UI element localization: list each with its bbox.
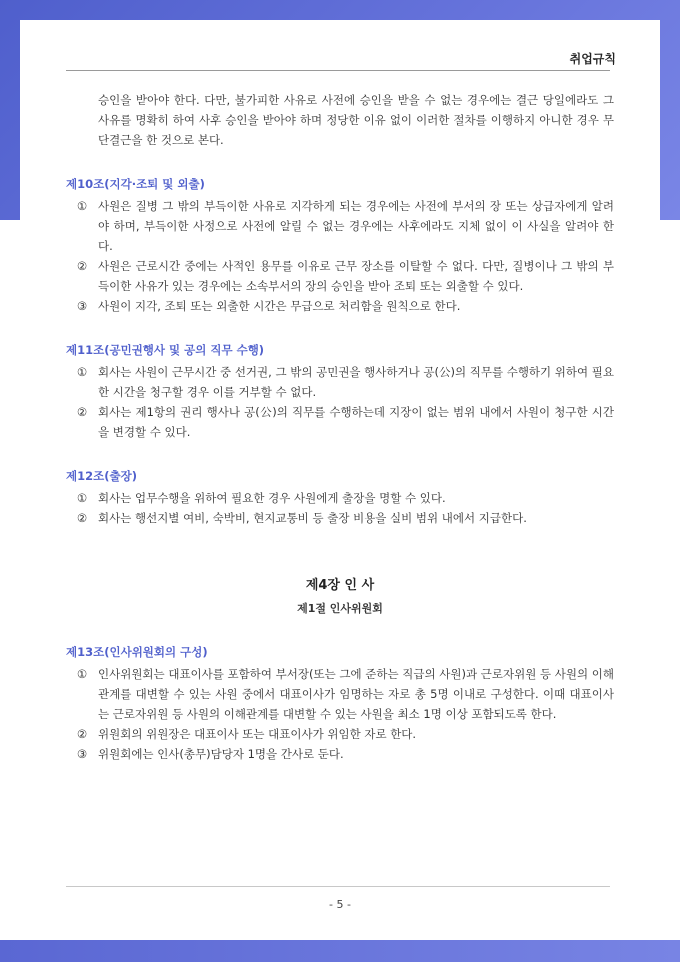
item-number: ② [76, 405, 88, 419]
item-text: 회사는 행선지별 여비, 숙박비, 현지교통비 등 출장 비용을 실비 범위 내에서 지급한다. [98, 511, 527, 525]
article-item [66, 508, 614, 528]
article-item [66, 488, 614, 508]
item-text: 사원이 지각, 조퇴 또는 외출한 시간은 무급으로 처리함을 원칙으로 한다. [98, 299, 461, 313]
footer-divider [66, 886, 610, 887]
article-title: 제11조(공민권행사 및 공의 직무 수행) [66, 343, 265, 357]
item-text: 위원회의 위원장은 대표이사 또는 대표이사가 위임한 자로 한다. [98, 727, 417, 741]
articles-group-chapter3 [66, 174, 614, 528]
article-item [66, 196, 614, 256]
item-text: 회사는 업무수행을 위하여 필요한 경우 사원에게 출장을 명할 수 있다. [98, 491, 446, 505]
header-divider [66, 70, 610, 71]
item-number: ② [76, 259, 88, 273]
article-title: 제13조(인사위원회의 구성) [66, 645, 208, 659]
item-text: 위원회에는 인사(총무)담당자 1명을 간사로 둔다. [98, 747, 344, 761]
page-number: - 5 - [329, 898, 351, 911]
article-item [66, 362, 614, 402]
item-text: 회사는 사원이 근무시간 중 선거권, 그 밖의 공민권을 행사하거나 공(公)의 직무를 수행하기 위하여 필요한 시간을 청구할 경우 이를 거부할 수 없다. [98, 365, 615, 399]
intro-paragraph: 승인을 받아야 한다. 다만, 불가피한 사유로 사전에 승인을 받을 수 없는 경우에는 결근 당일에라도 그 사유를 명확히 하여 사후 승인을 받아야 하며 정당한 이유 없이 이러한 절차를 이행하지 아니한 경우 무단결근을 한 것으로 본다. [98, 93, 614, 147]
item-number: ③ [76, 747, 88, 761]
item-number: ① [76, 491, 88, 505]
chapter-title: 제4장 인 사 [305, 578, 375, 593]
item-text: 사원은 질병 그 밖의 부득이한 사유로 지각하게 되는 경우에는 사전에 부서의 장 또는 상급자에게 알려야 하며, 부득이한 사정으로 사전에 알릴 수 없는 경우에는 사후에라도 지체 없이 이 사실을 알려야 한다. [98, 199, 614, 253]
item-number: ① [76, 199, 88, 213]
article-title: 제12조(출장) [66, 469, 137, 483]
document-page [20, 20, 660, 940]
document-body [66, 90, 614, 764]
article-item [66, 744, 614, 764]
articles-group-chapter4 [66, 642, 614, 764]
item-number: ③ [76, 299, 88, 313]
item-number: ① [76, 667, 88, 681]
article-item [66, 256, 614, 296]
section-title: 제1절 인사위원회 [297, 602, 383, 615]
item-number: ② [76, 727, 88, 741]
document-header-title: 취업규칙 [569, 52, 616, 66]
article-title: 제10조(지각·조퇴 및 외출) [66, 177, 205, 191]
article-item [66, 664, 614, 724]
article-item [66, 296, 614, 316]
item-number: ① [76, 365, 88, 379]
article-item [66, 724, 614, 744]
background-bottom-band [0, 940, 680, 962]
article-item [66, 402, 614, 442]
item-number: ② [76, 511, 88, 525]
item-text: 회사는 제1항의 권리 행사나 공(公)의 직무를 수행하는데 지장이 없는 범위 내에서 사원이 청구한 시간을 변경할 수 있다. [98, 405, 614, 439]
item-text: 사원은 근로시간 중에는 사적인 용무를 이유로 근무 장소를 이탈할 수 없다. 다만, 질병이나 그 밖의 부득이한 사유가 있는 경우에는 소속부서의 장의 승인을 받아 조퇴 또는 외출할 수 있다. [98, 259, 614, 293]
item-text: 인사위원회는 대표이사를 포함하여 부서장(또는 그에 준하는 직급의 사원)과 근로자위원 등 사원의 이해관계를 대변할 수 있는 사원 중에서 대표이사가 임명하는 자로 총 5명 이내로 구성한다. 이때 대표이사는 근로자위원 등 사원의 이해관계를 대변할 수 있는 사원을 최소 1명 이상 포함되도록 한다. [98, 667, 614, 721]
